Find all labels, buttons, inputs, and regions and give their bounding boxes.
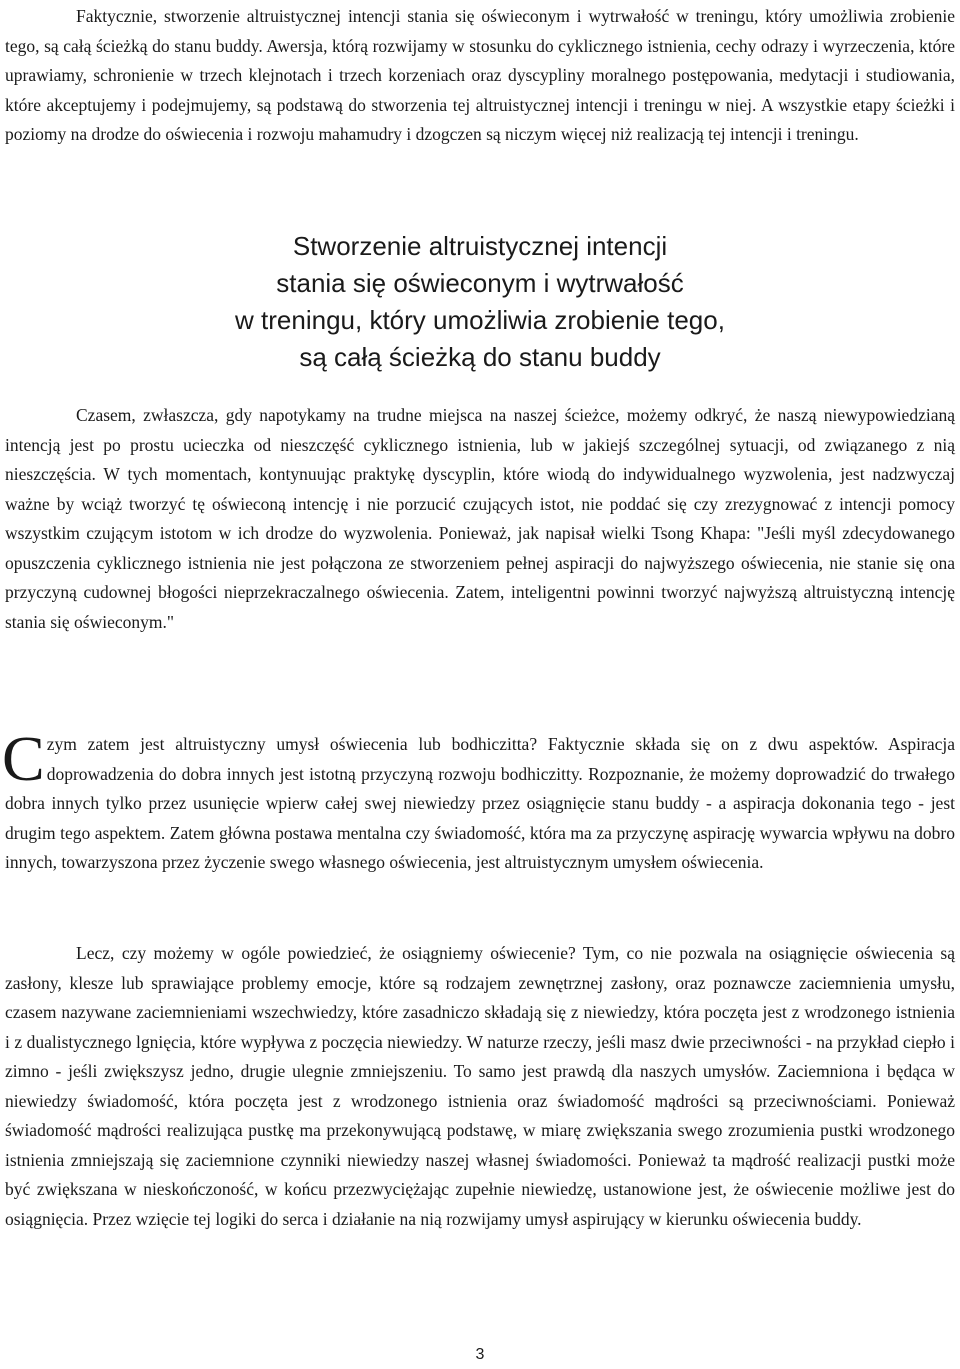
section-paragraph: Czasem, zwłaszcza, gdy napotykamy na trudne miejsca na naszej ścieżce, możemy odkryć, że naszą niewypowiedzianą intencją jest po prostu ucieczka od nieszczęść cyklicznego istnienia, lub w jakiejś szczególnej sytuacji, od związanego z nią nieszczęścia. W tych momentach, kontynuując praktykę dyscyplin, które wiodą do indywidualnego wyzwolenia, jest nadzwyczaj ważne by wciąż tworzyć tę oświeconą intencję i nie porzucić czujących istot, nie poddać się czy zrezygnować z intencji pomocy wszystkim czującym istotom w ich drodze do wyzwolenia. Ponieważ, jak napisał wielki Tsong Khapa: "Jeśli myśl zdecydowanego opuszczenia cyklicznego istnienia nie jest połączona ze stworzeniem pełnej aspiracji do najwyższego oświecenia, nie stanie się ona przyczyną cudownej błogości nieprzekraczalnego oświecenia. Zatem, inteligentni powinni tworzyć najwyższą altruistyczną intencję stania się oświeconym." (5, 405, 955, 632)
bodhicitta-paragraph (2, 723, 955, 878)
intro-paragraph: Faktycznie, stworzenie altruistycznej intencji stania się oświeconym i wytrwałość w treningu, który umożliwia zrobienie tego, są całą ścieżką do stanu buddy. Awersja, którą rozwijamy w stosunku do cyklicznego istnienia, cechy odrazy i wyrzeczenia, które uprawiamy, schronienie w trzech klejnotach i trzech korzeniach oraz dyscypliny moralnego postępowania, medytacji i studiowania, które akceptujemy i podejmujemy, są podstawą do stworzenia tej altruistycznej intencji i treningu w niej. A wszystkie etapy ścieżki i poziomy na drodze do oświecenia i rozwoju mahamudry i dzogczen są niczym więcej niż realizacją tej intencji i treningu. (5, 6, 955, 144)
bodhicitta-paragraph-text: zym zatem jest altruistyczny umysł oświecenia lub bodhiczitta? Faktycznie składa się on z dwu aspektów. Aspiracja doprowadzenia do dobra innych jest istotną przyczyną rozwoju bodhiczitty. Rozpoznanie, że możemy doprowadzić do trwałego dobra innych tylko przez usunięcie wpierw całej swej niewiedzy przez osiągnięcie stanu buddy - a aspiracja dokonania tego - jest drugim tego aspektem. Zatem główna postawa mentalna czy świadomość, która ma za przyczynę aspirację wywarcia wpływu na dobro innych, towarzyszona przez życzenie swego własnego oświecenia, jest altruistycznym umysłem oświecenia. (5, 734, 955, 872)
section-heading-line: Stworzenie altruistycznej intencji (292, 231, 668, 261)
section-heading-line: w treningu, który umożliwia zrobienie tego, (235, 305, 725, 335)
page-number: 3 (475, 1346, 485, 1363)
obscurations-paragraph: Lecz, czy możemy w ogóle powiedzieć, że osiągniemy oświecenie? Tym, co nie pozwala na osiągnięcie oświecenia są zasłony, klesze lub sprawiające problemy emocje, które są rodzajem zewnętrznej zasłony, oraz poznawcze zaciemnienia umysłu, czasem nazywane zaciemnieniami wszechwiedzy, które zasadniczo składają się z niewiedzy, która poczęta jest z wrodzonego istnienia i z dualistycznego lgnięcia, które wypływa z poczęcia niewiedzy. W naturze rzeczy, jeśli masz dwie przeciwności - na przykład ciepło i zimno - jeśli zwiększysz jedno, drugie ulegnie zmniejszeniu. To samo jest prawdą dla naszych umysłów. Zaciemniona i będąca w niewiedzy świadomość, która poczęta jest z wrodzonego istnienia oraz świadomość mądrości są przeciwnościami. Ponieważ świadomość mądrości realizująca pustkę ma przekonywującą podstawę, w miarę zwiększania swego zrozumienia pustki wrodzonego istnienia zmniejszają się zaciemnione czynniki niewiedzy naszej własnej świadomości. Ponieważ ta mądrość realizacji pustki może być zwiększana w nieskończoność, w końcu przezwyciężając zupełnie niewiedzę, ustanowione jest, że oświecenie możliwe jest do osiągnięcia. Przez wzięcie tej logiki do serca i działanie na nią rozwijamy umysł aspirujący w kierunku oświecenia buddy. (5, 943, 955, 1229)
drop-cap-letter: C (2, 723, 45, 794)
section-heading (0, 228, 960, 376)
section-heading-line: są całą ścieżką do stanu buddy (299, 342, 661, 372)
section-heading-line: stania się oświeconym i wytrwałość (276, 268, 684, 298)
